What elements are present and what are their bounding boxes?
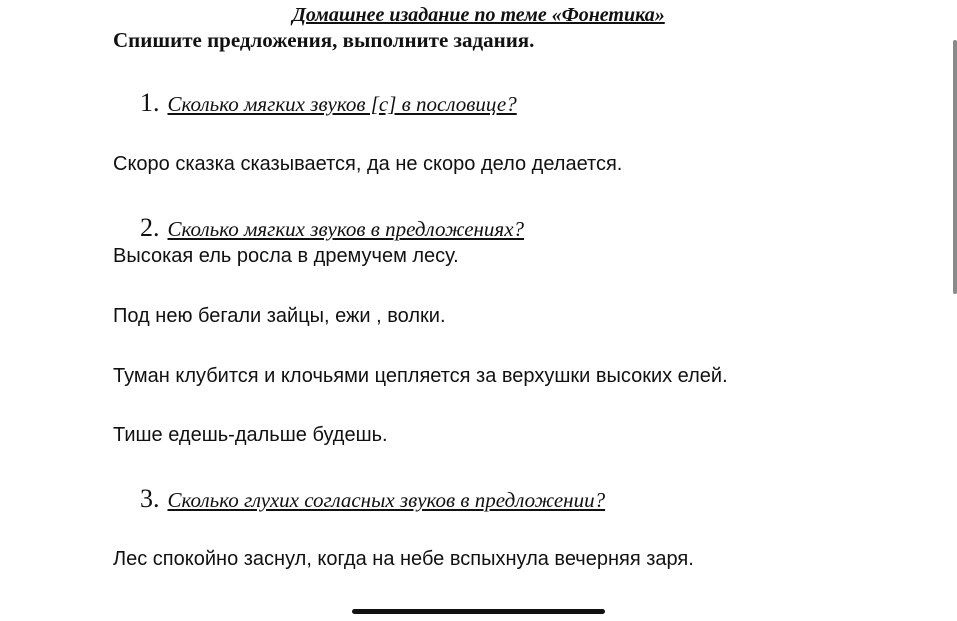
task-question: Сколько мягких звуков [с] в пословице? (167, 92, 517, 116)
sentence: Высокая ель росла в дремучем лесу. (113, 245, 459, 267)
task-question: Сколько мягких звуков в предложениях? (167, 217, 525, 241)
scrollbar[interactable] (953, 40, 957, 294)
task-2-heading (140, 213, 524, 247)
sentence: Тише едешь-дальше будешь. (113, 424, 388, 446)
task-1-heading (140, 88, 517, 122)
sentence: Скоро сказка сказывается, да не скоро дело делается. (113, 153, 623, 175)
document-title: Домашнее изадание по теме «Фонетика» (292, 4, 665, 26)
task-number: 3. (140, 484, 160, 513)
sentence: Туман клубится и клочьями цепляется за верхушки высоких елей. (113, 365, 728, 387)
instruction-text: Спишите предложения, выполните задания. (113, 28, 535, 52)
home-indicator[interactable] (352, 609, 605, 614)
sentence: Лес спокойно заснул, когда на небе вспыхнула вечерняя заря. (113, 548, 694, 570)
task-number: 2. (140, 213, 160, 242)
task-question: Сколько глухих согласных звуков в предложении? (167, 488, 606, 512)
sentence: Под нею бегали зайцы, ежи , волки. (113, 305, 446, 327)
task-number: 1. (140, 88, 160, 117)
task-3-heading (140, 484, 605, 518)
